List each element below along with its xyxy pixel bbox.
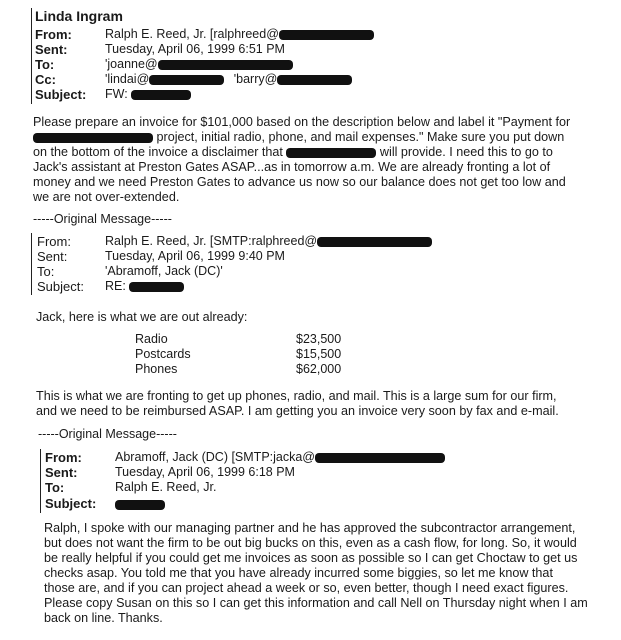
orig-2-from-value: Abramoff, Jack (DC) [SMTP:jacka@ [115,450,445,464]
message-3-line-4: checks asap. You told me that you have already incurred some biggies, so let me know that [44,566,553,580]
expense-item-name: Postcards [135,347,191,361]
orig-2-to-label: To: [45,480,65,495]
original-2-border [40,449,41,513]
sent-value: Tuesday, April 06, 1999 6:51 PM [105,42,285,56]
orig-2-sent-value: Tuesday, April 06, 1999 6:18 PM [115,465,295,479]
sent-label: Sent: [35,42,68,57]
redaction [129,282,184,292]
orig-1-to-value: 'Abramoff, Jack (DC)' [105,264,223,278]
message-1-line-1: Please prepare an invoice for $101,000 based on the description below and label it "Payment for [33,115,571,129]
redaction [115,500,165,510]
original-message-divider-1: -----Original Message----- [33,212,172,226]
orig-1-from-label: From: [37,234,71,249]
redaction [279,30,374,40]
from-label: From: [35,27,72,42]
expense-item-amount: $23,500 [296,332,342,346]
orig-1-sent-value: Tuesday, April 06, 1999 9:40 PM [105,249,285,263]
redaction [149,75,224,85]
message-2-intro: Jack, here is what we are out already: [36,310,248,324]
expense-item-name: Radio [135,332,168,346]
message-1-line-2: project, initial radio, phone, and mail expenses." Make sure you put down [33,130,564,145]
from-value: Ralph E. Reed, Jr. [ralphreed@ [105,27,374,41]
orig-2-to-value: Ralph E. Reed, Jr. [115,480,217,494]
message-1-line-3: on the bottom of the invoice a disclaimer that will provide. I need this to go to [33,145,553,159]
message-1-line-6: we are not over-extended. [33,190,180,204]
redaction [286,148,376,158]
expense-item-amount: $62,000 [296,362,342,376]
redaction [277,75,352,85]
orig-1-to-label: To: [37,264,55,279]
message-3-line-5: those are, and if you can project ahead a week or so, even better, though I need exact figures. [44,581,569,595]
orig-1-sent-label: Sent: [37,249,68,264]
cc-value: 'lindai@ 'barry@ [105,72,352,86]
expense-item-amount: $15,500 [296,347,342,361]
subject-label: Subject: [35,87,87,102]
orig-1-from-value: Ralph E. Reed, Jr. [SMTP:ralphreed@ [105,234,432,248]
redaction [131,90,191,100]
message-2-line-1: This is what we are fronting to get up phones, radio, and mail. This is a large sum for our firm, [36,389,557,403]
subject-value: FW: [105,87,191,101]
message-1-line-5: money and we need Preston Gates to advance us now so our balance does not get too low and [33,175,566,189]
cc-label: Cc: [35,72,56,87]
to-label: To: [35,57,55,72]
message-2-line-2: and we need to be reimbursed ASAP. I am getting you an invoice very soon by fax and e-mail. [36,404,559,418]
orig-2-sent-label: Sent: [45,465,78,480]
message-3-line-3: be really helpful if you could get me invoices as soon as possible so I can get Choctaw to get us [44,551,578,565]
message-3-line-6: Please copy Susan on this so I can get this information and call Nell on Thursday night when I am [44,596,588,610]
message-3-line-1: Ralph, I spoke with our managing partner and he has approved the subcontractor arrangement, [44,521,576,535]
redaction [315,453,445,463]
orig-2-from-label: From: [45,450,82,465]
orig-1-subject-value: RE: [105,279,184,293]
redaction [158,60,293,70]
to-value: 'joanne@ [105,57,293,71]
orig-2-subject-label: Subject: [45,496,97,511]
orig-1-subject-label: Subject: [37,279,84,294]
message-3-line-7: back on line. Thanks. [44,611,163,625]
message-1-line-4: Jack's assistant at Preston Gates ASAP...as in tomorrow a.m. We are already fronting a lot of [33,160,551,174]
orig-2-subject-value [115,496,165,514]
message-3-line-2: but does not want the firm to be out big bucks on this, even as a cash flow, for long. So, it would [44,536,577,550]
original-message-divider-2: -----Original Message----- [38,427,177,441]
expense-item-name: Phones [135,362,178,376]
sender-name: Linda Ingram [35,8,123,24]
original-1-border [31,233,32,295]
redaction [317,237,432,247]
redaction [33,133,153,143]
top-header-border [31,8,32,104]
